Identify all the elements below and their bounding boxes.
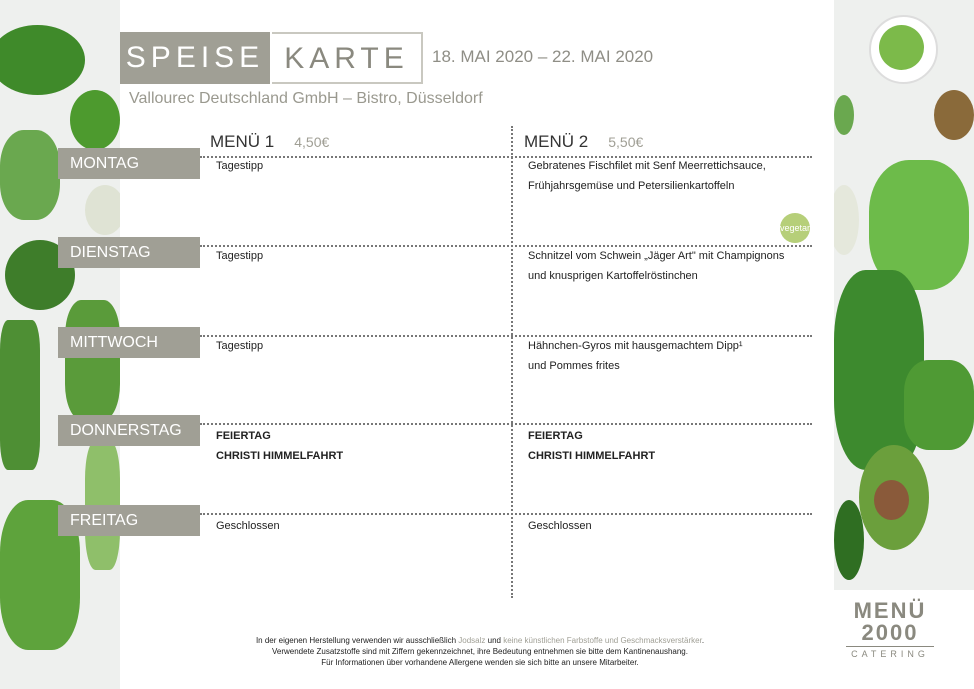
date-range: 18. MAI 2020 – 22. MAI 2020	[432, 47, 654, 66]
vegetarian-badge-icon: vegetarisch	[780, 213, 810, 243]
menu2-header	[524, 132, 643, 152]
day-tab-donnerstag: DONNERSTAG	[58, 415, 200, 446]
cell-mittwoch-menu2	[528, 336, 743, 376]
cell-freitag-menu2	[528, 516, 592, 536]
cell-montag-menu1	[216, 156, 263, 176]
dish-line: CHRISTI HIMMELFAHRT	[216, 450, 344, 462]
dish-line: Geschlossen	[216, 520, 280, 532]
title-speise: SPEISE	[120, 32, 270, 84]
footer-note	[150, 635, 810, 668]
title-karte: KARTE	[272, 32, 423, 84]
cell-donnerstag-menu1	[216, 426, 343, 466]
menu1-label: MENÜ 1	[210, 132, 275, 151]
column-separator	[511, 126, 513, 598]
day-tab-montag: MONTAG	[58, 148, 200, 179]
dish-line: Schnitzel vom Schwein „Jäger Art" mit Champignons	[528, 250, 785, 262]
footer-line-3: Für Informationen über vorhandene Allergene wenden sie sich bitte an unsere Mitarbeiter.	[321, 658, 639, 667]
dish-line: und Pommes frites	[528, 360, 620, 372]
row-divider	[200, 513, 812, 515]
dish-line: CHRISTI HIMMELFAHRT	[528, 450, 656, 462]
title-box	[120, 32, 423, 84]
footer-line-2: Verwendete Zusatzstoffe sind mit Ziffern gekennzeichnet, ihre Bedeutung entnehmen sie bitte dem Kantinenaushang.	[272, 647, 688, 656]
cell-mittwoch-menu1	[216, 336, 263, 356]
dish-line: und knusprigen Kartoffelröstinchen	[528, 270, 698, 282]
menu2-label: MENÜ 2	[524, 132, 589, 151]
row-divider	[200, 423, 812, 425]
cell-freitag-menu1	[216, 516, 280, 536]
footer-line-1: In der eigenen Herstellung verwenden wir ausschließlich Jodsalz und keine künstlichen Farbstoffe und Geschmacksverstärker.	[255, 636, 705, 645]
menu2000-catering-logo: MENÜ 2000 CATERING	[840, 600, 940, 659]
dish-line: Tagestipp	[216, 340, 264, 352]
dish-line: Tagestipp	[216, 250, 264, 262]
cell-montag-menu2	[528, 156, 766, 196]
dish-line: Tagestipp	[216, 160, 264, 172]
menu1-price: 4,50€	[294, 134, 330, 150]
subtitle: Vallourec Deutschland GmbH – Bistro, Düsseldorf	[129, 90, 483, 107]
menu2-price: 5,50€	[608, 134, 644, 150]
cell-dienstag-menu2	[528, 246, 784, 286]
dish-line: Frühjahrsgemüse und Petersilienkartoffeln	[528, 180, 735, 192]
dish-line: FEIERTAG	[528, 430, 583, 442]
menu1-header	[210, 132, 329, 152]
day-tab-freitag: FREITAG	[58, 505, 200, 536]
cell-dienstag-menu1	[216, 246, 263, 266]
day-tab-mittwoch: MITTWOCH	[58, 327, 200, 358]
dish-line: Hähnchen-Gyros mit hausgemachtem Dipp¹	[528, 340, 743, 352]
dish-line: Geschlossen	[528, 520, 592, 532]
vegetable-photo-right	[834, 0, 974, 590]
day-tab-dienstag: DIENSTAG	[58, 237, 200, 268]
cell-donnerstag-menu2	[528, 426, 655, 466]
dish-line: FEIERTAG	[216, 430, 271, 442]
dish-line: Gebratenes Fischfilet mit Senf Meerrettichsauce,	[528, 160, 766, 172]
